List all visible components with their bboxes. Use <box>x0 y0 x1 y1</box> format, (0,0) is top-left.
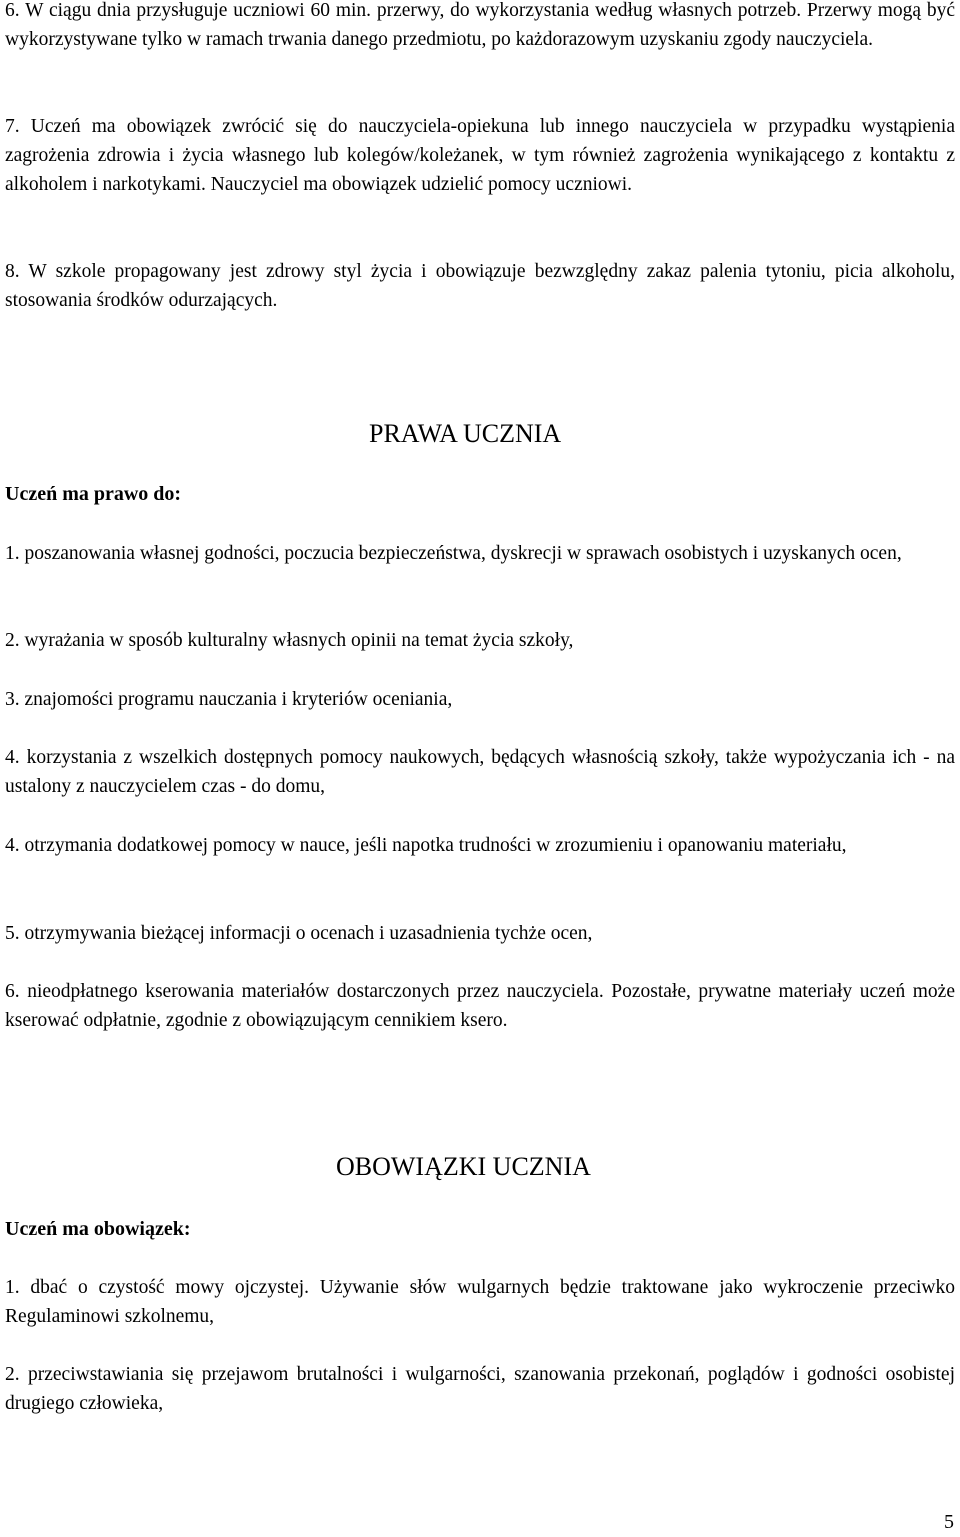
rule-number: 6. <box>5 0 20 21</box>
item-text: korzystania z wszelkich dostępnych pomocy naukowych, będących własnością szkoły, także wypożyczania ich - na ustalony z nauczycielem czas - do domu, <box>5 747 956 797</box>
item-text: nieodpłatnego kserowania materiałów dostarczonych przez nauczyciela. Pozostałe, prywatne materiały uczeń może kserować odpłatnie, zgodnie z obowiązującym cennikiem ksero. <box>5 981 955 1031</box>
rights-item <box>5 539 955 568</box>
item-text: przeciwstawiania się przejawom brutalności i wulgarności, szanowania przekonań, poglądów i godności osobistej drugiego człowieka, <box>5 1364 956 1414</box>
item-number: 3. <box>5 689 20 710</box>
rule-text: W szkole propagowany jest zdrowy styl życia i obowiązuje bezwzględny zakaz palenia tytoniu, picia alkoholu, stosowania środków odurzających. <box>5 261 955 311</box>
rule-text: W ciągu dnia przysługuje uczniowi 60 min. przerwy, do wykorzystania według własnych potrzeb. Przerwy mogą być wykorzystywane tylko w ramach trwania danego przedmiotu, po każdorazowym uzyskaniu zgody nauczyciela. <box>5 0 956 50</box>
rule-7 <box>5 112 955 199</box>
rights-title: PRAWA UCZNIA <box>369 419 562 448</box>
item-text: dbać o czystość mowy ojczystej. Używanie słów wulgarnych będzie traktowane jako wykroczenie przeciwko Regulaminowi szkolnemu, <box>5 1277 956 1327</box>
item-number: 5. <box>5 923 20 944</box>
rights-item <box>5 919 955 948</box>
item-text: otrzymywania bieżącej informacji o ocenach i uzasadnienia tychże ocen, <box>24 923 593 944</box>
rights-item <box>5 977 955 1035</box>
rights-item <box>5 831 955 860</box>
duties-item <box>5 1273 955 1331</box>
item-text: poszanowania własnej godności, poczucia bezpieczeństwa, dyskrecji w sprawach osobistych i uzyskanych ocen, <box>24 543 902 564</box>
duties-title: OBOWIĄZKI UCZNIA <box>336 1152 591 1181</box>
item-number: 4. <box>5 835 20 856</box>
rights-item <box>5 743 955 801</box>
rights-item <box>5 685 955 714</box>
item-number: 1. <box>5 1277 20 1298</box>
item-number: 2. <box>5 630 20 651</box>
item-number: 4. <box>5 747 20 768</box>
rights-item <box>5 626 955 655</box>
page-number: 5 <box>944 1511 954 1533</box>
rule-6 <box>5 0 955 54</box>
item-number: 2. <box>5 1364 20 1385</box>
rule-number: 7. <box>5 116 20 137</box>
rule-number: 8. <box>5 261 20 282</box>
item-text: otrzymania dodatkowej pomocy w nauce, jeśli napotka trudności w zrozumieniu i opanowaniu materiału, <box>24 835 847 856</box>
duties-item <box>5 1360 955 1418</box>
item-number: 1. <box>5 543 20 564</box>
item-number: 6. <box>5 981 20 1002</box>
rule-text: Uczeń ma obowiązek zwrócić się do nauczyciela-opiekuna lub innego nauczyciela w przypadku wystąpienia zagrożenia zdrowia i życia własnego lub kolegów/koleżanek, w tym również zagrożenia wynikającego z kontaktu z alkoholem i narkotykami. Nauczyciel ma obowiązek udzielić pomocy uczniowi. <box>5 116 956 195</box>
item-text: wyrażania w sposób kulturalny własnych opinii na temat życia szkoły, <box>24 630 574 651</box>
duties-intro: Uczeń ma obowiązek: <box>5 1218 191 1240</box>
rights-intro: Uczeń ma prawo do: <box>5 483 182 505</box>
item-text: znajomości programu nauczania i kryteriów oceniania, <box>24 689 453 710</box>
rule-8 <box>5 257 955 315</box>
